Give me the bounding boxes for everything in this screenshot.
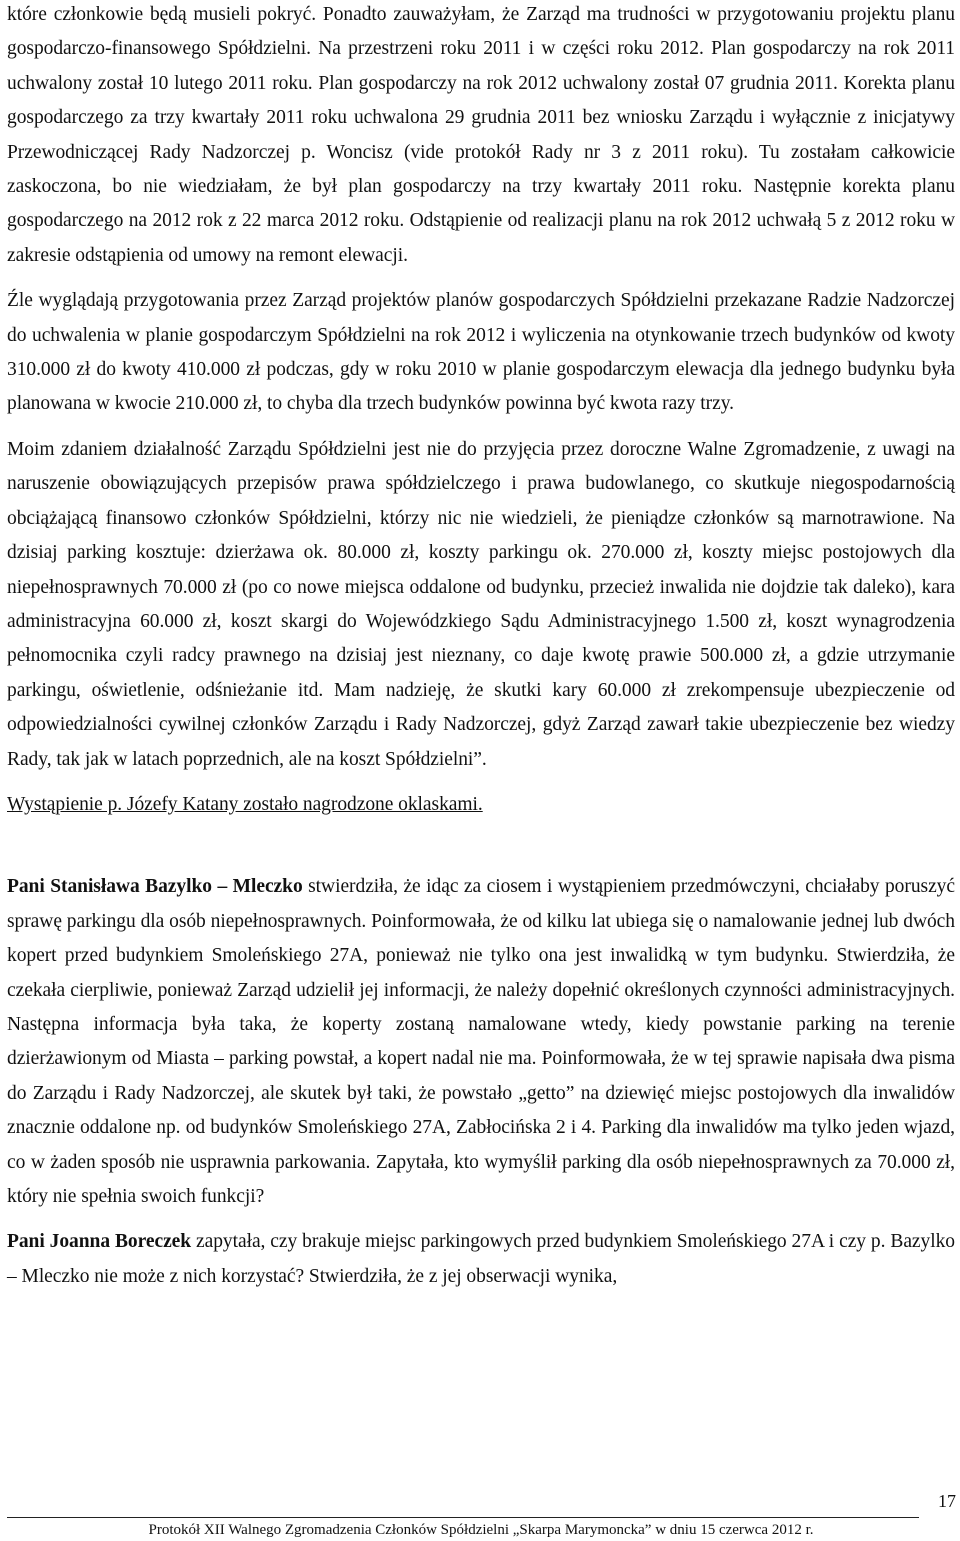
- document-body: [7, 0, 955, 1294]
- paragraph-oklaski: Wystąpienie p. Józefy Katany zostało nagrodzone oklaskami.: [7, 793, 483, 815]
- speaker-name: Pani Stanisława Bazylko – Mleczko: [7, 876, 303, 898]
- paragraph-plan-gospodarczy: które członkowie będą musieli pokryć. Ponadto zauważyłam, że Zarząd ma trudności w przygotowaniu projektu planu gospodarczo-finansowego Spółdzielni. Na przestrzeni roku 2011 i w części roku 2012. Plan gospodarczy na rok 2011 uchwalony został 10 lutego 2011 roku. Plan gospodarczy na rok 2012 uchwalony został 07 grudnia 2011. Korekta planu gospodarczego za trzy kwartały 2011 roku uchwalona 29 grudnia 2011 bez wniosku Zarządu i wyłącznie z inicjatywy Przewodniczącej Rady Nadzorczej p. Woncisz (vide protokół Rady nr 3 z 2011 roku). Tu zostałam całkowicie zaskoczona, bo nie wiedziałam, że był plan gospodarczy na trzy kwartały 2011 roku. Następnie korekta planu gospodarczego na 2012 rok z 22 marca 2012 roku. Odstąpienie od realizacji planu na rok 2012 uchwałą 5 z 2012 roku w zakresie odstąpienia od umowy na remont elewacji.: [7, 4, 955, 266]
- speaker-statement: zapytała, czy brakuje miejsc parkingowych przed budynkiem Smoleńskiego 27A i czy p. Bazylko – Mleczko nie może z nich korzystać? Stwierdziła, że z jej obserwacji wynika,: [7, 1231, 955, 1287]
- paragraph-bazylko: [7, 870, 955, 1214]
- paragraph-boreczek: [7, 1225, 955, 1294]
- footer-caption: Protokół XII Walnego Zgromadzenia Członków Spółdzielni „Skarpa Marymoncka” w dniu 15 czerwca 2012 r.: [148, 1522, 814, 1538]
- paragraph-dzialalnosc-zarzadu: Moim zdaniem działalność Zarządu Spółdzielni jest nie do przyjęcia przez doroczne Walne Zgromadzenie, z uwagi na naruszenie obowiązujących przepisów prawa spółdzielczego i prawa budowlanego, co skutkuje niegospodarnością obciążającą finansowo członków Spółdzielni, którzy nic nie wiedzieli, że pieniądze członków są marnotrawione. Na dzisiaj parking kosztuje: dzierżawa ok. 80.000 zł, koszty parkingu ok. 270.000 zł, koszty miejsc postojowych dla niepełnosprawnych 70.000 zł (po co nowe miejsca oddalone od budynku, przecież inwalida nie dojdzie tak daleko), kara administracyjna 60.000 zł, koszt skargi do Wojewódzkiego Sądu Administracyjnego 1.500 zł, koszt wynagrodzenia pełnomocnika czyli radcy prawnego na dzisiaj jest nieznany, co daje kwotę prawie 500.000 zł, a gdzie utrzymanie parkingu, oświetlenie, odśnieżanie itd. Mam nadzieję, że skutki kary 60.000 zł zrekompensuje ubezpieczenie od odpowiedzialności cywilnej członków Zarządu i Rady Nadzorczej, gdyż Zarząd zawarł takie ubezpieczenie bez wiedzy Rady, tak jak w latach poprzednich, ale na koszt Spółdzielni”.: [7, 438, 955, 770]
- page-number: 17: [938, 1491, 956, 1511]
- speaker-name: Pani Joanna Boreczek: [7, 1231, 192, 1253]
- footer-divider: [7, 1517, 919, 1518]
- paragraph-elewacja: Źle wyglądają przygotowania przez Zarząd projektów planów gospodarczych Spółdzielni przekazane Radzie Nadzorczej do uchwalenia w planie gospodarczym Spółdzielni na rok 2012 i wyliczenia na otynkowanie trzech budynków od kwoty 310.000 zł do kwoty 410.000 zł podczas, gdy w roku 2010 w planie gospodarczym elewacja dla jednego budynku była planowana w kwocie 210.000 zł, to chyba dla trzech budynków powinna być kwota razy trzy.: [7, 290, 955, 415]
- speaker-statement: stwierdziła, że idąc za ciosem i wystąpieniem przedmówczyni, chciałaby poruszyć sprawę parkingu dla osób niepełnosprawnych. Poinformowała, że od kilku lat ubiega się o namalowanie jednej lub dwóch kopert przed budynkiem Smoleńskiego 27A, ponieważ nie tylko ona jest inwalidką w tym budynku. Stwierdziła, że czekała cierpliwie, ponieważ Zarząd udzielił jej informacji, że należy dopełnić określonych czynności administracyjnych. Następna informacja była taka, że koperty zostaną namalowane wtedy, kiedy powstanie parking na terenie dzierżawionym od Miasta – parking powstał, a kopert nadal nie ma. Poinformowała, że w tej sprawie napisała dwa pisma do Zarządu i Rady Nadzorczej, ale skutek był taki, że powstało „getto” na dziewięć miejsc postojowych dla inwalidów znacznie oddalone np. od budynków Smoleńskiego 27A, Zabłocińska 2 i 4. Parking dla inwalidów ma tylko jeden wjazd, co w żaden sposób nie usprawnia parkowania. Zapytała, kto wymyślił parking dla osób niepełnosprawnych za 70.000 zł, który nie spełnia swoich funkcji?: [7, 876, 955, 1207]
